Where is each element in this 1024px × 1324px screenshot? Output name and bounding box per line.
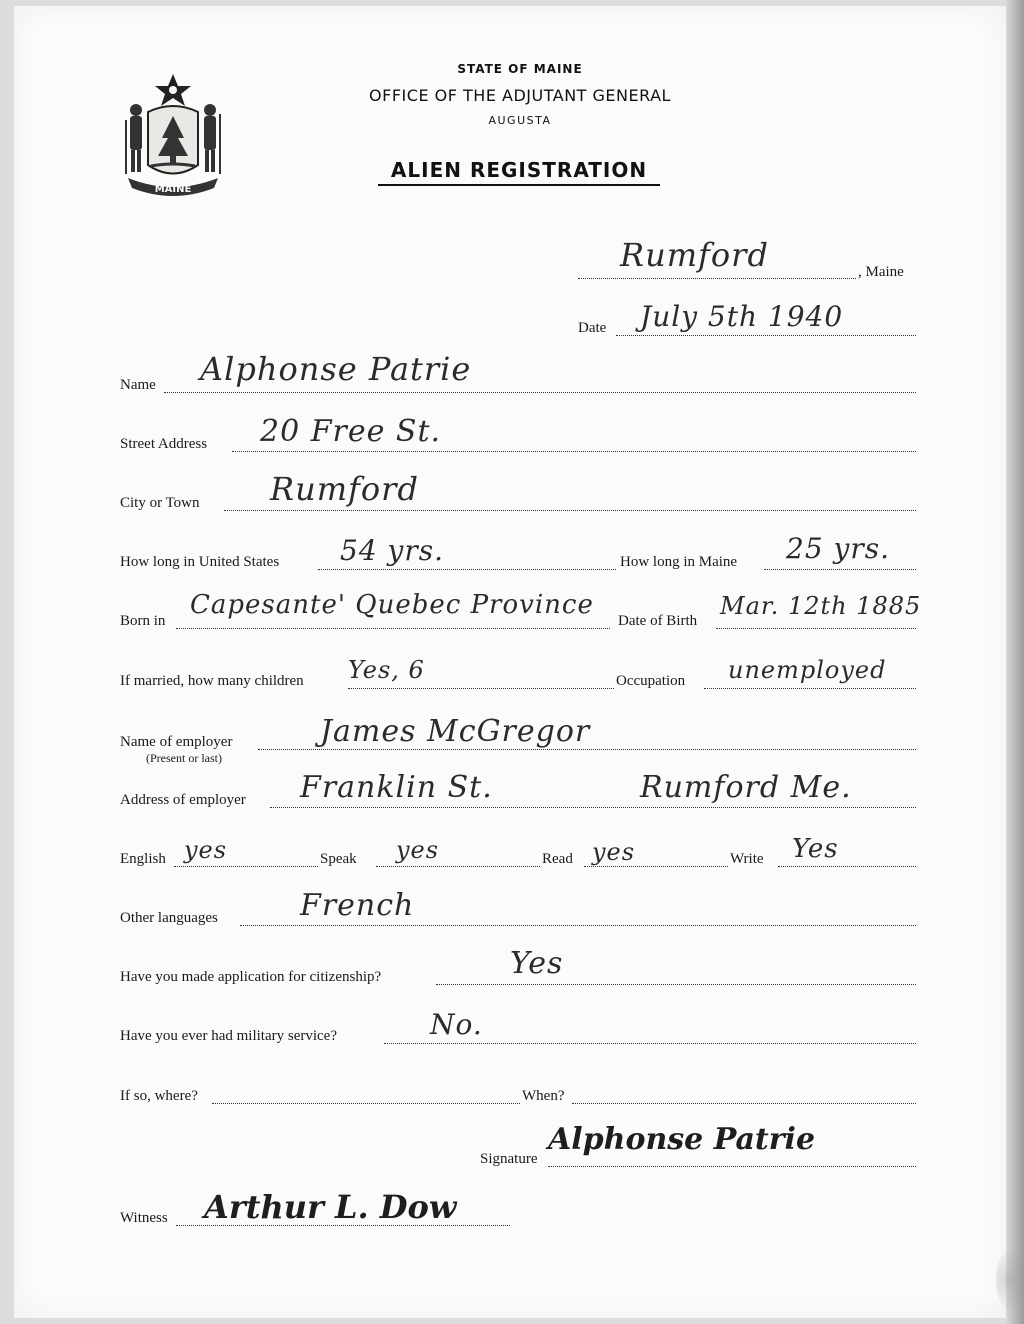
english-line	[174, 866, 318, 867]
emp-address-value2: Rumford Me.	[640, 770, 852, 805]
employer-sub: (Present or last)	[146, 751, 222, 765]
maine-value: 25 yrs.	[786, 532, 891, 565]
date-label: Date	[578, 320, 607, 336]
military-label: Have you ever had military service?	[120, 1028, 337, 1044]
us-label: How long in United States	[120, 554, 280, 570]
emp-address-line	[270, 807, 916, 808]
read-label: Read	[542, 851, 573, 867]
city-value: Rumford	[270, 470, 419, 508]
married-label: If married, how many children	[120, 673, 304, 689]
date-line	[616, 335, 916, 336]
citizenship-value: Yes	[510, 946, 564, 981]
occupation-line	[704, 688, 916, 689]
maine-label: How long in Maine	[620, 554, 738, 570]
english-value: yes	[184, 836, 228, 864]
write-value: Yes	[792, 834, 839, 864]
other-lang-line	[240, 925, 916, 926]
street-label: Street Address	[120, 436, 208, 452]
write-line	[778, 866, 916, 867]
english-label: English	[120, 851, 166, 867]
header-state: STATE OF MAINE	[457, 62, 583, 76]
place-line	[578, 278, 856, 279]
occupation-value: unemployed	[728, 656, 887, 684]
born-label: Born in	[120, 613, 166, 629]
us-line	[318, 569, 616, 570]
born-value: Capesante' Quebec Province	[190, 590, 594, 620]
employer-label: Name of employer	[120, 734, 233, 750]
born-line	[176, 628, 610, 629]
married-value: Yes, 6	[348, 656, 425, 684]
svg-text:MAINE: MAINE	[154, 184, 192, 195]
scan-edge	[1006, 0, 1024, 1324]
city-line	[224, 510, 916, 511]
emp-address-value: Franklin St.	[300, 770, 493, 805]
citizenship-line	[436, 984, 916, 985]
when-line	[572, 1103, 916, 1104]
employer-line	[258, 749, 916, 750]
name-line	[164, 392, 916, 393]
other-lang-value: French	[300, 888, 415, 923]
read-line	[584, 866, 728, 867]
city-label: City or Town	[120, 495, 200, 511]
when-label: When?	[522, 1088, 565, 1104]
street-value: 20 Free St.	[260, 414, 442, 449]
where-label: If so, where?	[120, 1088, 198, 1104]
write-label: Write	[730, 851, 764, 867]
street-line	[232, 451, 916, 452]
witness-label: Witness	[120, 1210, 168, 1226]
place-label: , Maine	[858, 264, 904, 280]
signature-label: Signature	[480, 1151, 538, 1167]
citizenship-label: Have you made application for citizenship?	[120, 969, 382, 985]
where-line	[212, 1103, 520, 1104]
dob-value: Mar. 12th 1885	[720, 592, 922, 620]
form-title: ALIEN REGISTRATION	[378, 158, 660, 186]
employer-value: James McGregor	[320, 714, 591, 749]
dob-label: Date of Birth	[618, 613, 698, 629]
witness-value: Arthur L. Dow	[204, 1188, 457, 1226]
date-value: July 5th 1940	[640, 300, 844, 333]
name-value: Alphonse Patrie	[200, 350, 472, 388]
us-value: 54 yrs.	[340, 534, 445, 567]
speak-value: yes	[396, 836, 440, 864]
header-city: AUGUSTA	[488, 114, 552, 127]
signature-line	[548, 1166, 916, 1167]
scan-smudge	[996, 1250, 1024, 1310]
place-value: Rumford	[620, 236, 769, 274]
read-value: yes	[592, 838, 636, 866]
military-value: No.	[430, 1008, 483, 1041]
married-line	[348, 688, 614, 689]
military-line	[384, 1043, 916, 1044]
name-label: Name	[120, 377, 156, 393]
speak-label: Speak	[320, 851, 357, 867]
speak-line	[376, 866, 540, 867]
signature-value: Alphonse Patrie	[548, 1122, 816, 1157]
state-seal	[118, 70, 228, 200]
maine-line	[764, 569, 916, 570]
occupation-label: Occupation	[616, 673, 686, 689]
other-lang-label: Other languages	[120, 910, 218, 926]
emp-address-label: Address of employer	[120, 792, 246, 808]
dob-line	[716, 628, 916, 629]
header-office: OFFICE OF THE ADJUTANT GENERAL	[369, 86, 671, 105]
